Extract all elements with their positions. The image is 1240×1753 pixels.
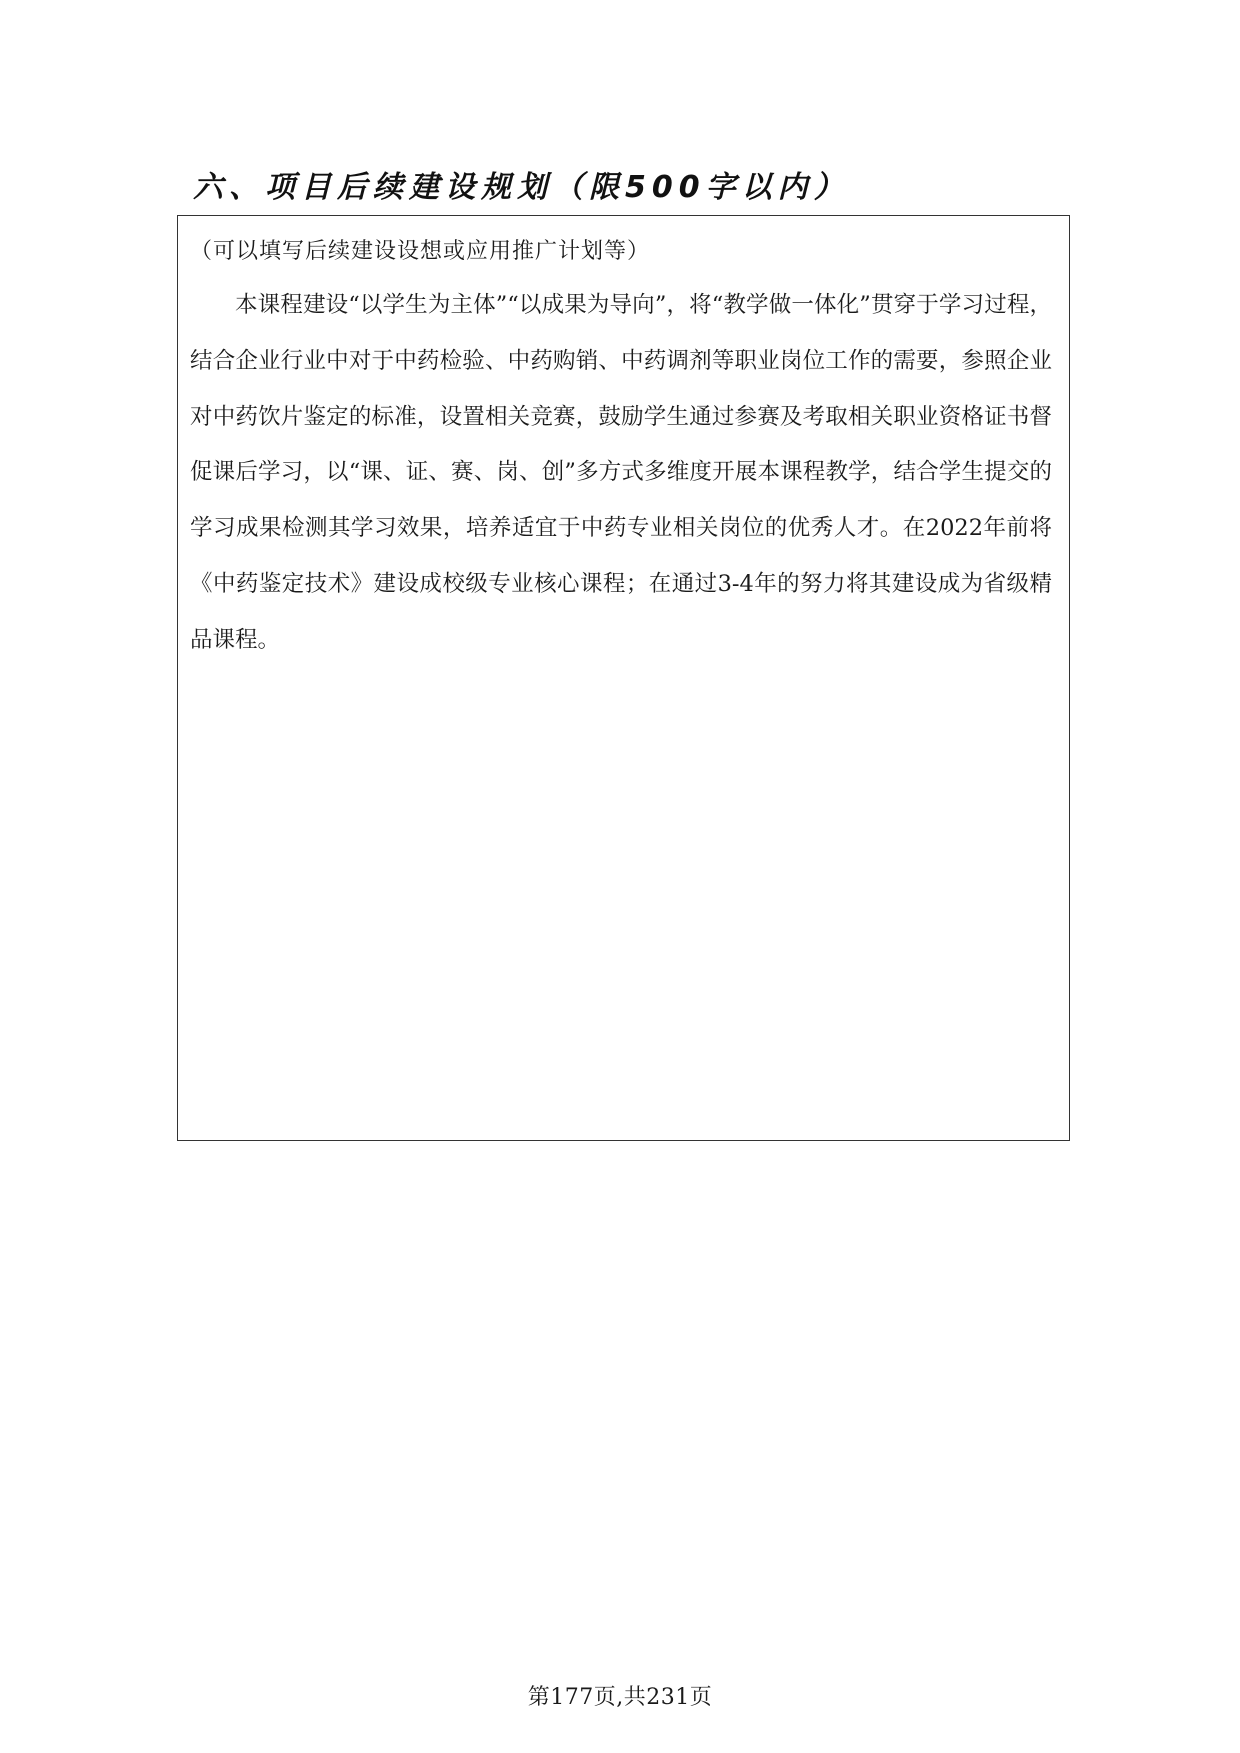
fill-hint: （可以填写后续建设设想或应用推广计划等） <box>190 239 651 264</box>
section-title: 六、项目后续建设规划（限500字以内） <box>193 170 850 205</box>
planning-body-text: 本课程建设“以学生为主体”“以成果为导向”，将“教学做一体化”贯穿于学习过程，结合企业行业中对于中药检验、中药购销、中药调剂等职业岗位工作的需要，参照企业对中药饮片鉴定的标准，设置相关竞赛，鼓励学生通过参赛及考取相关职业资格证书督促课后学习，以“课、证、赛、岗、创”多方式多维度开展本课程教学，结合学生提交的学习成果检测其学习效果，培养适宜于中药专业相关岗位的优秀人才。在2022年前将《中药鉴定技术》建设成校级专业核心课程；在通过3-4年的努力将其建设成为省级精品课程。 <box>190 292 1052 653</box>
planning-content-box <box>177 215 1070 1141</box>
page-number: 第177页,共231页 <box>527 1685 713 1710</box>
